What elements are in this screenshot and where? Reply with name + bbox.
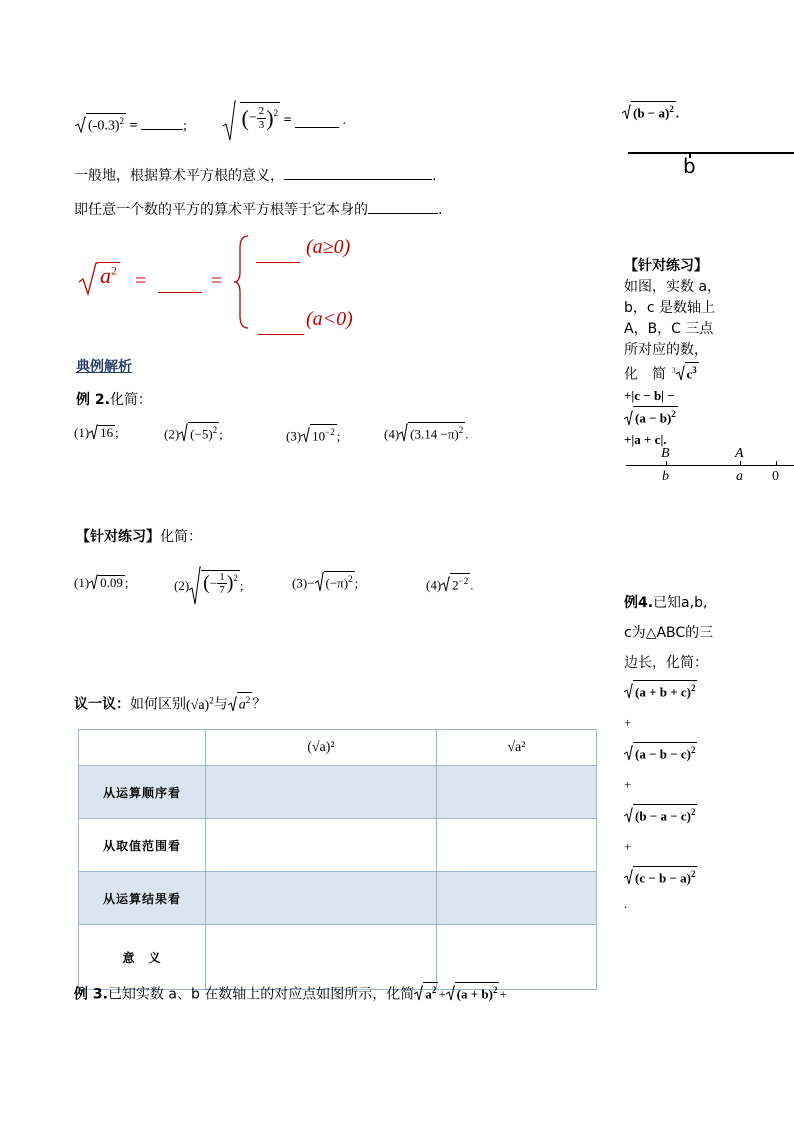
axis-line bbox=[626, 465, 794, 466]
answer-blank-4[interactable] bbox=[368, 201, 438, 214]
table-row bbox=[79, 819, 597, 872]
answer-cell[interactable] bbox=[206, 819, 437, 872]
point-label-A: A bbox=[735, 446, 744, 461]
radical-icon bbox=[228, 696, 237, 712]
table-row bbox=[79, 925, 597, 990]
axis-line bbox=[628, 152, 794, 154]
number-line-abc bbox=[624, 446, 794, 490]
answer-cell[interactable] bbox=[436, 872, 596, 925]
table-header-row bbox=[79, 730, 597, 766]
tick-mark bbox=[776, 461, 777, 465]
answer-cell[interactable] bbox=[436, 819, 596, 872]
tick-mark bbox=[666, 461, 667, 465]
case1-blank[interactable] bbox=[256, 250, 300, 263]
example-2-heading: 例 2.化简： bbox=[76, 392, 152, 408]
answer-blank-3[interactable] bbox=[284, 167, 432, 180]
table-row bbox=[79, 766, 597, 819]
row-label: 从运算结果看 bbox=[79, 872, 206, 925]
line2: 一般地，根据算术平方根的意义， . bbox=[74, 168, 437, 184]
answer-blank-2[interactable] bbox=[295, 115, 339, 128]
point-label-B: B bbox=[661, 446, 670, 461]
practice-1-items: (1) 0.09 ; (2) (− $\frac{1}{7}$ )$^2$ ; $(3)- (-\pi)^2$ ; (4) $2^{-2}$ . bbox=[74, 566, 514, 606]
point-value-b: b bbox=[662, 469, 669, 484]
radical-icon bbox=[222, 100, 236, 142]
practice-1-heading: 【针对练习】化简： bbox=[76, 529, 202, 545]
radical-icon bbox=[446, 985, 455, 1001]
answer-cell[interactable] bbox=[206, 925, 437, 990]
radical-icon bbox=[78, 262, 98, 296]
row-label: 从运算顺序看 bbox=[79, 766, 206, 819]
radical-icon bbox=[414, 985, 423, 1001]
table-header-cell: √a² bbox=[436, 730, 596, 766]
side-top-expr: $(b - a)^2$ . bbox=[622, 101, 679, 121]
brace-icon bbox=[232, 234, 250, 330]
tick-mark bbox=[740, 461, 741, 465]
radical-icon bbox=[74, 116, 86, 134]
answer-cell[interactable] bbox=[206, 872, 437, 925]
axis-label-b: b bbox=[683, 154, 696, 178]
radical-icon bbox=[622, 104, 631, 120]
row-label: 从取值范围看 bbox=[79, 819, 206, 872]
case2-blank[interactable] bbox=[258, 322, 304, 335]
table-header-cell bbox=[79, 730, 206, 766]
line1: $(-0.3)^2$ = ; bbox=[74, 113, 187, 135]
line1-part2: (− $\frac{2}{3}$ )$^2$ = . bbox=[222, 100, 346, 140]
answer-cell[interactable] bbox=[436, 766, 596, 819]
answer-cell[interactable] bbox=[436, 925, 596, 990]
example-3: 例 3.已知实数 a、b 在数轴上的对应点如图所示，化简 $a^2 + (a + b)^2$ + bbox=[74, 982, 507, 1003]
point-value-a: a bbox=[736, 469, 743, 484]
answer-cell[interactable] bbox=[206, 766, 437, 819]
example-4: 例4.已知a,b, c为△ABC的三 边长，化简： $(a + b + c)^2$ + $(a - b - c)^2$ + $(b - a - c)^2$ + $(c - b - a)^2$ . bbox=[624, 595, 714, 911]
abs-value-formula: $a^2$ = = (a≥0) (a<0) bbox=[78, 232, 378, 332]
formula-blank[interactable] bbox=[158, 280, 202, 293]
table-header-cell: (√a)² bbox=[206, 730, 437, 766]
radicand: $(-0.3)^2$ bbox=[86, 113, 126, 134]
side-practice: 【针对练习】 如图，实数 a， b，c 是数轴上 A，B，C 三点 所对应的数， 化 简 $^3$ $c^3$ +|c − b| − $(a - b)^2$ +|a + c|. bbox=[624, 258, 722, 447]
line3: 即任意一个数的平方的算术平方根等于它本身的 . bbox=[74, 202, 443, 218]
answer-blank-1[interactable] bbox=[141, 117, 183, 130]
point-value-zero: 0 bbox=[772, 469, 779, 484]
discuss-line: 议一议：如何区别$(√a)^2$与 $a^2$ ？ bbox=[74, 692, 266, 714]
comparison-table bbox=[78, 729, 597, 990]
table-row bbox=[79, 872, 597, 925]
row-label: 意 义 bbox=[79, 925, 206, 990]
number-line-b bbox=[628, 150, 794, 180]
section-title: 典例解析 bbox=[76, 359, 132, 375]
